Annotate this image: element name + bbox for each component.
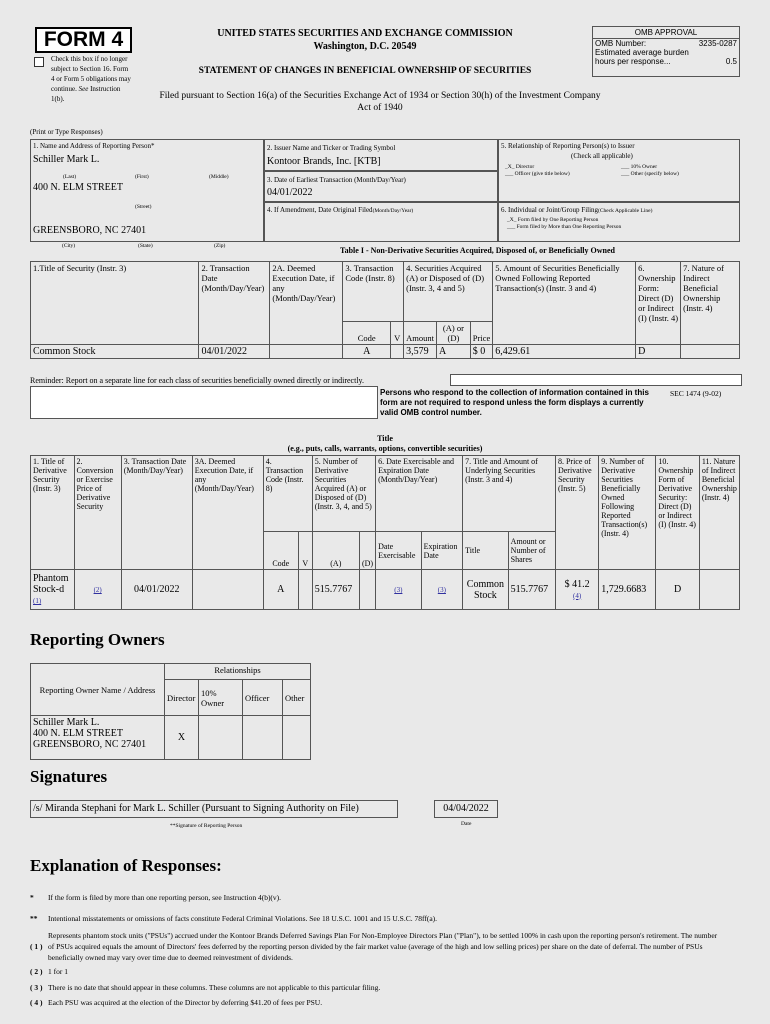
explanation-star1: * If the form is filed by more than one reporting person, see Instruction 4(b)(v). — [30, 893, 282, 902]
agency-city: Washington, D.C. 20549 — [313, 41, 417, 52]
t2-a: 515.7767 — [312, 570, 359, 610]
box5-officer: Officer (give title below) — [514, 171, 570, 177]
t1-amount: 3,579 — [404, 345, 437, 359]
box2-label: 2. Issuer Name and Ticker or Trading Symbol — [267, 144, 396, 152]
footnote-link-4[interactable]: (4) — [573, 591, 582, 600]
t1-code: A — [343, 345, 391, 359]
table-row — [31, 716, 311, 760]
t2-sub-d: (D) — [359, 532, 375, 570]
director-checkbox[interactable]: _X_ — [505, 164, 515, 170]
box5-owner10: 10% Owner — [630, 164, 658, 170]
t2-sub-exp: Expiration Date — [421, 532, 463, 570]
table1-title: Table I - Non-Derivative Securities Acquired, Disposed of, or Beneficially Owned — [340, 246, 615, 255]
filed-pursuant: Filed pursuant to Section 16(a) of the Securities Exchange Act of 1934 or Section 30(h) of the Investment Company Act of 1940 — [159, 91, 601, 113]
t2-h-date: 3. Transaction Date (Month/Day/Year) — [121, 456, 192, 570]
t1-h-title: 1.Title of Security (Instr. 3) — [31, 262, 199, 345]
t2-sub-title: Title — [463, 532, 509, 570]
t1-security: Common Stock — [31, 345, 199, 359]
ro-h-officer: Officer — [243, 680, 283, 716]
signatures-heading: Signatures — [30, 767, 108, 786]
box5-relationship — [498, 139, 740, 202]
footnote-link-3a[interactable]: (3) — [394, 586, 403, 594]
t2-h-deemed: 3A. Deemed Execution Date, if any (Month/Day/Year) — [192, 456, 263, 570]
filing-one-person[interactable]: _X_ Form filed by One Reporting Person — [507, 217, 599, 223]
agency-name: UNITED STATES SECURITIES AND EXCHANGE COMMISSION — [217, 28, 513, 39]
box4-sub: (Month/Day/Year) — [372, 208, 414, 214]
t2-v — [298, 570, 312, 610]
reporting-owners-heading: Reporting Owners — [30, 630, 165, 649]
t2-date: 04/01/2022 — [121, 570, 192, 610]
persons-notice: Persons who respond to the collection of information contained in this form are not required to respond unless the form displays a currently valid OMB control number. — [380, 388, 649, 417]
t2-h-nature: 11. Nature of Indirect Beneficial Ownership (Instr. 4) — [699, 456, 739, 570]
statement-title: STATEMENT OF CHANGES IN BENEFICIAL OWNERSHIP OF SECURITIES — [198, 66, 532, 76]
t2-sub-code: Code — [263, 532, 298, 570]
no-longer-subject-checkbox[interactable] — [34, 57, 44, 67]
t2-deemed — [192, 570, 263, 610]
persons-blank-box — [30, 386, 378, 419]
t2-sub-a: (A) — [312, 532, 359, 570]
print-type: (Print or Type Responses) — [30, 128, 103, 136]
t2-und-amount: 515.7767 — [508, 570, 555, 610]
t2-security: Phantom Stock-d (1) — [31, 570, 75, 610]
sec-code: SEC 1474 (9-02) — [670, 389, 722, 398]
signature-field — [30, 800, 398, 818]
t2-h-code: 4. Transaction Code (Instr. 8) — [263, 456, 312, 532]
t2-nature — [699, 570, 739, 610]
reporting-person-street: 400 N. ELM STREET — [33, 182, 123, 193]
table2-title: Title — [377, 434, 393, 443]
label-zip: (Zip) — [214, 243, 226, 249]
box6-label: 6. Individual or Joint/Group Filing — [501, 206, 599, 214]
label-state: (State) — [138, 243, 153, 249]
t2-h-conversion: 2. Conversion or Exercise Price of Derivative Security — [74, 456, 121, 570]
other-checkbox[interactable]: ___ — [621, 171, 630, 177]
date-label: Date — [461, 821, 472, 827]
footnote-3: ( 3 ) There is no date that should appear in these columns. These columns are not applicable to this particular filing. — [30, 983, 381, 992]
t1-owned: 6,429.61 — [493, 345, 636, 359]
footnote-4: ( 4 ) Each PSU was acquired at the election of the Director by deferring $41.20 of fees per PSU. — [30, 998, 323, 1007]
reporting-person-name: Schiller Mark L. — [33, 154, 100, 165]
omb-hours-label: hours per response... — [595, 57, 671, 66]
t2-h-title: 1. Title of Derivative Security (Instr. 3) — [31, 456, 75, 570]
table2-subtitle: (e.g., puts, calls, warrants, options, convertible securities) — [287, 444, 483, 453]
t1-h-form: 6. Ownership Form: Direct (D) or Indirect (I) (Instr. 4) — [636, 262, 681, 345]
officer-checkbox[interactable]: ___ — [505, 171, 514, 177]
signature-date: 04/04/2022 — [443, 803, 489, 814]
t1-h-acquired: 4. Securities Acquired (A) or Disposed of (D) (Instr. 3, 4 and 5) — [404, 262, 493, 322]
footnote-1: ( 1 ) Represents phantom stock units ("PSUs") accrued under the Kontoor Brands Deferred Savings Plan For Non-Employee Directors Plan ("Plan"), to be settled 100% in cash upon the reporting person's retirement. The number of PSUs acquired equals the amount of Directors' fees deferred by the reporting person divided by the fair market value (average of the high and low selling prices) per share on the date of deferral. The number of PSUs beneficially owned may vary over time due to deemed reinvestment of dividends. — [30, 931, 718, 962]
t1-sub-v: V — [391, 322, 404, 345]
box5-sub: (Check all applicable) — [571, 152, 633, 160]
explanation-star2: ** Intentional misstatements or omissions of facts constitute Federal Criminal Violations. See 18 U.S.C. 1001 and 15 U.S.C. 78ff(a). — [30, 914, 438, 923]
t1-date: 04/01/2022 — [199, 345, 270, 359]
ro-h-other: Other — [283, 680, 311, 716]
t2-h-form: 10. Ownership Form of Derivative Security: Direct (D) or Indirect (I) (Instr. 4) — [656, 456, 699, 570]
earliest-transaction-date: 04/01/2022 — [267, 187, 313, 198]
reporting-person-city: GREENSBORO, NC 27401 — [33, 225, 147, 236]
explanation-heading: Explanation of Responses: — [30, 856, 222, 875]
reporting-owners-table — [30, 663, 311, 760]
t2-h-price: 8. Price of Derivative Security (Instr. 5) — [555, 456, 598, 570]
t1-sub-price: Price — [470, 322, 492, 345]
ro-h-relationships: Relationships — [165, 664, 311, 680]
box5-other: Other (specify below) — [630, 171, 679, 177]
t1-form: D — [636, 345, 681, 359]
t1-sub-code: Code — [343, 322, 391, 345]
table2-derivative — [30, 455, 740, 610]
label-middle: (Middle) — [209, 174, 229, 180]
t1-h-nature: 7. Nature of Indirect Beneficial Ownership (Instr. 4) — [681, 262, 740, 345]
box2-issuer — [264, 139, 498, 171]
t2-form: D — [656, 570, 699, 610]
signature-text: /s/ Miranda Stephani for Mark L. Schiller (Pursuant to Signing Authority on File) — [33, 803, 359, 814]
t2-d — [359, 570, 375, 610]
t2-und-title: Common Stock — [463, 570, 509, 610]
t1-price: $ 0 — [470, 345, 492, 359]
signature-date-field — [434, 800, 498, 818]
t2-price: $ 41.2 — [564, 578, 590, 590]
t1-aord: A — [437, 345, 471, 359]
form-title-box — [35, 27, 132, 53]
box3-label: 3. Date of Earliest Transaction (Month/Day/Year) — [267, 176, 406, 184]
omb-title: OMB APPROVAL — [593, 27, 739, 39]
checkbox-text: Check this box if no longer subject to Section 16. Form 4 or Form 5 obligations may continue. See Instruction 1(b). — [51, 55, 131, 103]
label-street: (Street) — [135, 204, 152, 210]
t2-h-dates: 6. Date Exercisable and Expiration Date (Month/Day/Year) — [376, 456, 463, 532]
sig-label-mark: ** — [170, 823, 176, 829]
box6-sub: (Check Applicable Line) — [598, 208, 653, 214]
box1-reporting-person — [30, 139, 264, 242]
label-city: (City) — [62, 243, 76, 249]
t2-h-number: 5. Number of Derivative Securities Acquired (A) or Disposed of (D) (Instr. 3, 4, and 5) — [312, 456, 375, 532]
box5-label: 5. Relationship of Reporting Person(s) to Issuer — [501, 142, 635, 150]
box1-label: 1. Name and Address of Reporting Person — [33, 142, 152, 150]
t1-h-date: 2. Transaction Date (Month/Day/Year) — [199, 262, 270, 345]
t1-sub-aord: (A) or (D) — [437, 322, 471, 345]
sig-label: Signature of Reporting Person — [175, 823, 243, 829]
ro-h-owner10: 10% Owner — [199, 680, 243, 716]
t2-sub-date-ex: Date Exercisable — [376, 532, 422, 570]
omb-approval-box — [592, 26, 740, 77]
filing-multiple-persons[interactable]: ___ Form filed by More than One Reporting Person — [507, 224, 622, 230]
t1-h-owned: 5. Amount of Securities Beneficially Owned Following Reported Transaction(s) (Instr. 3 and 4) — [493, 262, 636, 345]
t1-v — [391, 345, 404, 359]
table1-non-derivative — [30, 261, 740, 359]
form-title: FORM 4 — [43, 28, 124, 51]
omb-number-label: OMB Number: — [595, 39, 647, 48]
t2-sub-v: V — [298, 532, 312, 570]
reminder: Reminder: Report on a separate line for each class of securities beneficially owned directly or indirectly. — [30, 376, 365, 385]
footnote-link-1[interactable]: (1) — [33, 597, 42, 605]
ro-h-name: Reporting Owner Name / Address — [31, 664, 165, 716]
t1-h-deemed: 2A. Deemed Execution Date, if any (Month/Day/Year) — [270, 262, 343, 345]
box5-director: Director — [515, 164, 535, 170]
ro-h-director: Director — [165, 680, 199, 716]
ro-owner: Schiller Mark L. 400 N. ELM STREET GREENSBORO, NC 27401 — [31, 716, 165, 760]
omb-hours: 0.5 — [725, 57, 737, 66]
footnote-2: ( 2 ) 1 for 1 — [30, 967, 68, 976]
box4-label: 4. If Amendment, Date Original Filed — [267, 206, 373, 214]
owner10-checkbox[interactable]: ___ — [621, 164, 630, 170]
t1-h-code: 3. Transaction Code (Instr. 8) — [343, 262, 404, 322]
issuer-name: Kontoor Brands, Inc. [KTB] — [267, 156, 381, 167]
label-first: (First) — [135, 174, 149, 180]
label-last: (Last) — [63, 174, 77, 180]
t1-deemed — [270, 345, 343, 359]
t1-nature — [681, 345, 740, 359]
ro-director-mark: X — [165, 716, 199, 760]
footnote-link-2[interactable]: (2) — [93, 586, 102, 594]
footnote-link-3b[interactable]: (3) — [437, 586, 446, 594]
t2-h-underlying: 7. Title and Amount of Underlying Securities (Instr. 3 and 4) — [463, 456, 556, 532]
box3-earliest-transaction — [264, 171, 498, 202]
omb-burden-label: Estimated average burden — [595, 48, 689, 57]
t2-sub-amount: Amount or Number of Shares — [508, 532, 555, 570]
t2-h-owned: 9. Number of Derivative Securities Beneficially Owned Following Reported Transaction(s) (Instr. 4) — [599, 456, 656, 570]
box6-filing — [498, 202, 740, 242]
table-row — [31, 345, 740, 359]
t1-sub-amount: Amount — [404, 322, 437, 345]
box4-amendment — [264, 202, 498, 242]
t2-owned: 1,729.6683 — [599, 570, 656, 610]
box1-asterisk: * — [151, 142, 155, 150]
reminder-input-box — [450, 374, 742, 386]
table-row — [31, 570, 740, 610]
t2-code: A — [263, 570, 298, 610]
omb-number: 3235-0287 — [698, 39, 737, 48]
